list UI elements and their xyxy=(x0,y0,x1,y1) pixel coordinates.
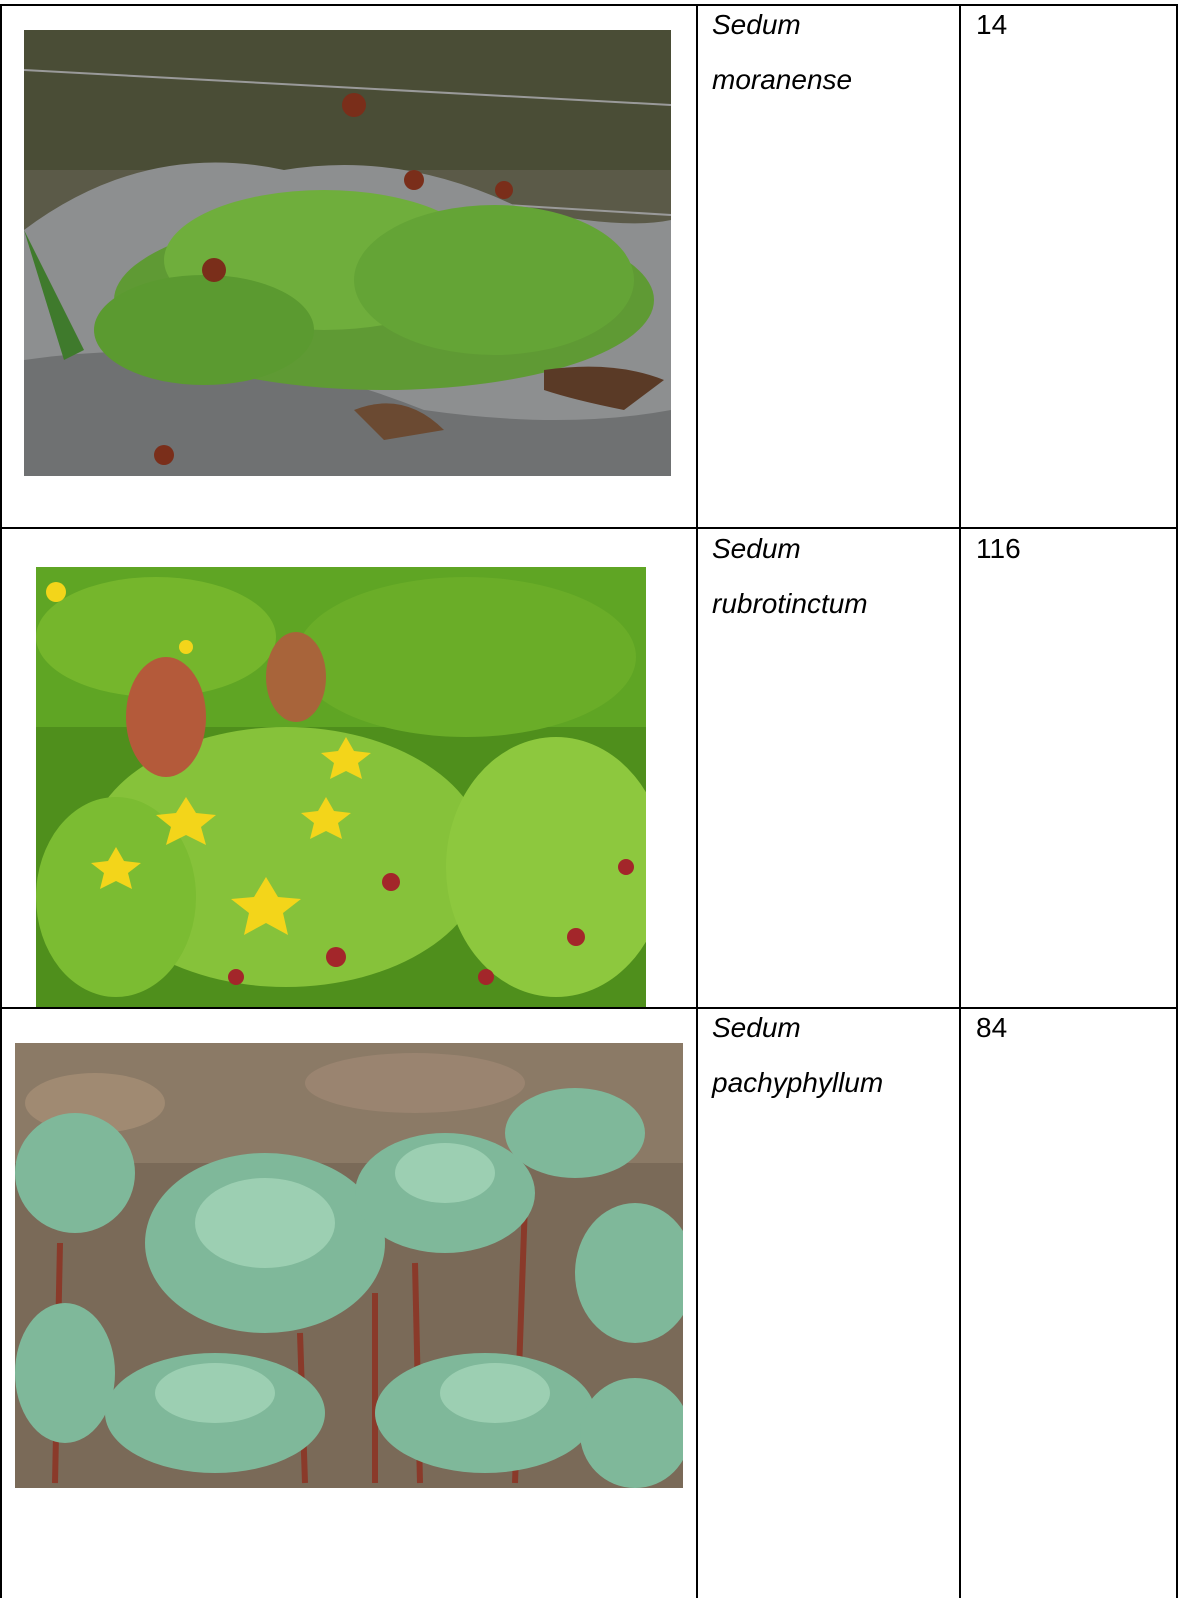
species-epithet: moranense xyxy=(712,64,853,95)
photo-sedum-pachyphyllum xyxy=(15,1043,683,1488)
species-genus: Sedum xyxy=(712,533,801,564)
species-count: 116 xyxy=(976,533,1021,564)
column-divider-1 xyxy=(696,4,698,1598)
column-divider-2 xyxy=(959,4,961,1598)
species-epithet: rubrotinctum xyxy=(712,588,868,619)
table-border-left xyxy=(0,4,2,1598)
species-epithet: pachyphyllum xyxy=(712,1067,884,1098)
photo-sedum-rubrotinctum xyxy=(36,567,646,1007)
species-count: 84 xyxy=(976,1012,1008,1043)
species-count: 14 xyxy=(976,9,1008,40)
species-name-pachyphyllum xyxy=(712,1000,952,1110)
species-name-moranense xyxy=(712,0,952,107)
species-name-rubrotinctum xyxy=(712,521,952,631)
species-genus: Sedum xyxy=(712,9,801,40)
photo-sedum-moranense xyxy=(24,30,671,476)
species-genus: Sedum xyxy=(712,1012,801,1043)
